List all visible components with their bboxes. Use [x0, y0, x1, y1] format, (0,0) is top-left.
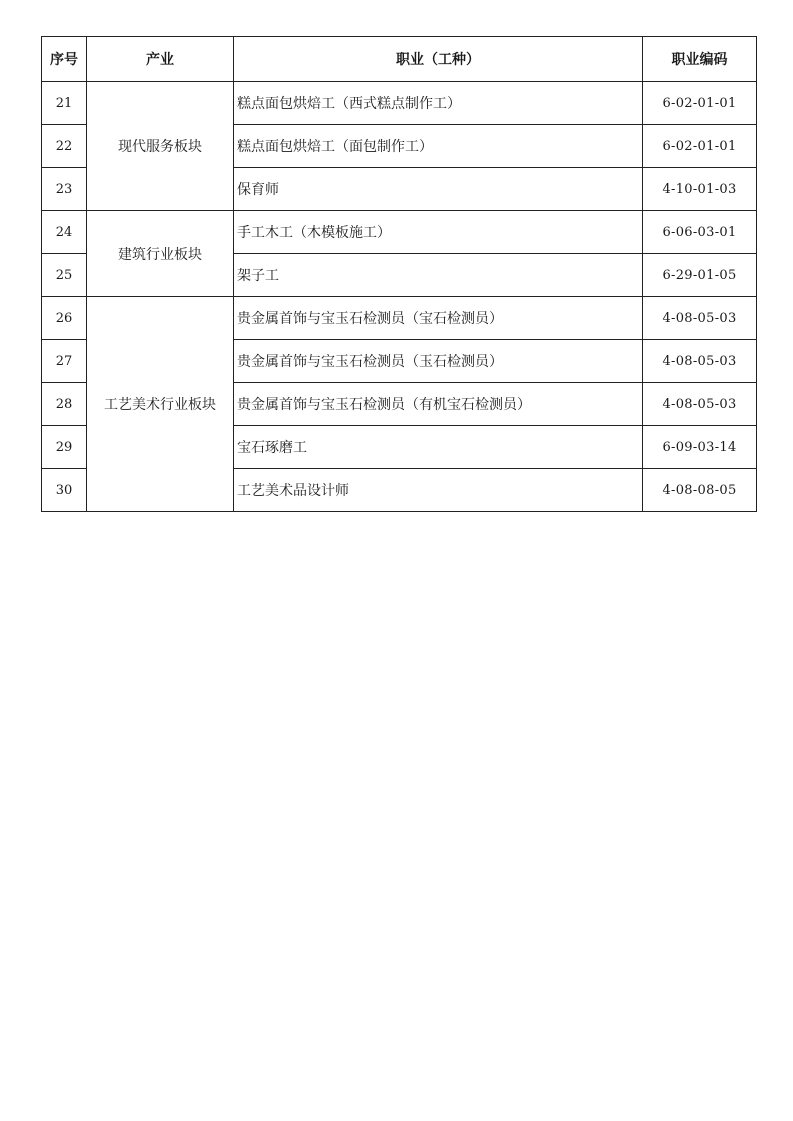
seq-cell: 25: [42, 254, 87, 297]
header-industry: 产业: [87, 37, 234, 82]
occupation-cell: 手工木工（木模板施工）: [234, 211, 643, 254]
seq-cell: 21: [42, 82, 87, 125]
seq-cell: 24: [42, 211, 87, 254]
occupation-cell: 糕点面包烘焙工（面包制作工）: [234, 125, 643, 168]
code-cell: 4-08-05-03: [643, 297, 757, 340]
header-code: 职业编码: [643, 37, 757, 82]
occupation-cell: 糕点面包烘焙工（西式糕点制作工）: [234, 82, 643, 125]
code-cell: 6-09-03-14: [643, 426, 757, 469]
occupation-cell: 工艺美术品设计师: [234, 469, 643, 512]
header-occupation: 职业（工种）: [234, 37, 643, 82]
code-cell: 6-06-03-01: [643, 211, 757, 254]
occupation-cell: 保育师: [234, 168, 643, 211]
occupation-cell: 架子工: [234, 254, 643, 297]
seq-cell: 22: [42, 125, 87, 168]
seq-cell: 23: [42, 168, 87, 211]
code-cell: 4-10-01-03: [643, 168, 757, 211]
header-row: [42, 37, 757, 82]
industry-cell: 工艺美术行业板块: [87, 297, 234, 512]
code-cell: 6-29-01-05: [643, 254, 757, 297]
table-row: [42, 211, 757, 254]
seq-cell: 26: [42, 297, 87, 340]
seq-cell: 27: [42, 340, 87, 383]
code-cell: 4-08-05-03: [643, 383, 757, 426]
occupation-cell: 宝石琢磨工: [234, 426, 643, 469]
table-header: [42, 37, 757, 82]
seq-cell: 29: [42, 426, 87, 469]
table-row: [42, 297, 757, 340]
seq-cell: 28: [42, 383, 87, 426]
industry-cell: 现代服务板块: [87, 82, 234, 211]
code-cell: 4-08-08-05: [643, 469, 757, 512]
industry-cell: 建筑行业板块: [87, 211, 234, 297]
header-seq: 序号: [42, 37, 87, 82]
code-cell: 6-02-01-01: [643, 82, 757, 125]
seq-cell: 30: [42, 469, 87, 512]
code-cell: 6-02-01-01: [643, 125, 757, 168]
occupation-cell: 贵金属首饰与宝玉石检测员（有机宝石检测员）: [234, 383, 643, 426]
code-cell: 4-08-05-03: [643, 340, 757, 383]
occupation-cell: 贵金属首饰与宝玉石检测员（玉石检测员）: [234, 340, 643, 383]
table-row: [42, 82, 757, 125]
occupation-table: [41, 36, 757, 512]
table-body: [42, 82, 757, 512]
occupation-cell: 贵金属首饰与宝玉石检测员（宝石检测员）: [234, 297, 643, 340]
